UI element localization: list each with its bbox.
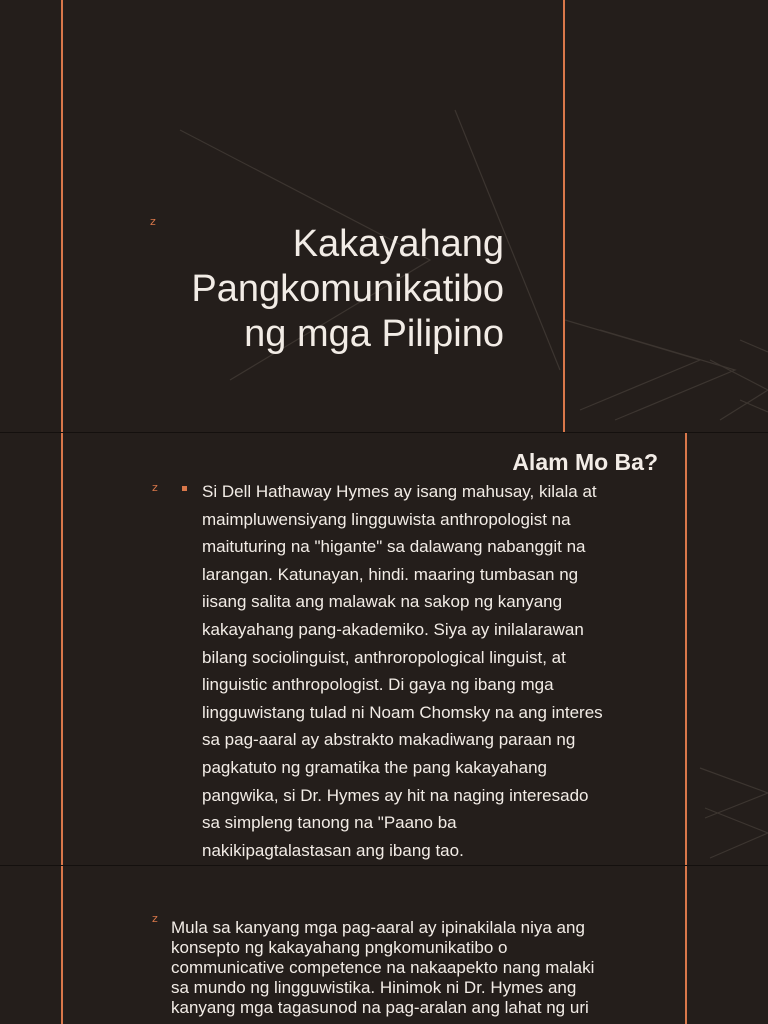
accent-line-left <box>61 433 63 865</box>
accent-line-right <box>685 866 687 1024</box>
background-chevron-decoration <box>0 0 768 432</box>
accent-line-left <box>61 0 63 432</box>
bullet-text: Si Dell Hathaway Hymes ay isang mahusay, kilala at maimpluwensiyang lingguwista anthropologist na maituturing na "higante" sa dalawang nabanggit na larangan. Katunayan, hindi. maaring tumbasan ng iisang salita ang malawak na sakop ng kanyang kakayahang pang-akademiko. Siya ay inilalarawan bilang sociolinguist, anthroropological linguist, at linguistic anthropologist. Di gaya ng ibang mga lingguwistang tulad ni Noam Chomsky na ang interes sa pag-aaral ay abstrakto makadiwang paraan ng pagkatuto ng gramatika the pang kakayahang pangwika, si Dr. Hymes ay hit na naging interesado sa simpleng tanong na "Paano ba nakikipagtalastasan ang ibang tao. <box>202 482 603 860</box>
slide-marker: z <box>152 912 158 925</box>
paragraph-text: Mula sa kanyang mga pag-aaral ay ipinakilala niya ang konsepto ng kakayahang pngkomunikatibo o communicative competence na nakaapekto nang malaki sa mundo ng lingguwistika. Hinimok ni Dr. Hymes ang kanyang mga tagasunod na pag-aralan ang lahat ng uri <box>171 918 595 1017</box>
title-slide <box>0 0 768 432</box>
bullet-item <box>182 478 662 864</box>
section-heading: Alam Mo Ba? <box>512 449 658 475</box>
title-line: Pangkomunikatibo <box>191 268 504 310</box>
title-line: ng mga Pilipino <box>244 313 504 355</box>
slide-title <box>191 222 504 357</box>
accent-line-left <box>61 866 63 1024</box>
title-line: Kakayahang <box>292 223 504 265</box>
accent-line-right <box>563 0 565 432</box>
slide-marker: z <box>152 481 158 494</box>
accent-line-right <box>685 433 687 865</box>
bullet-square-icon <box>182 486 187 491</box>
slide-marker: z <box>150 215 156 228</box>
